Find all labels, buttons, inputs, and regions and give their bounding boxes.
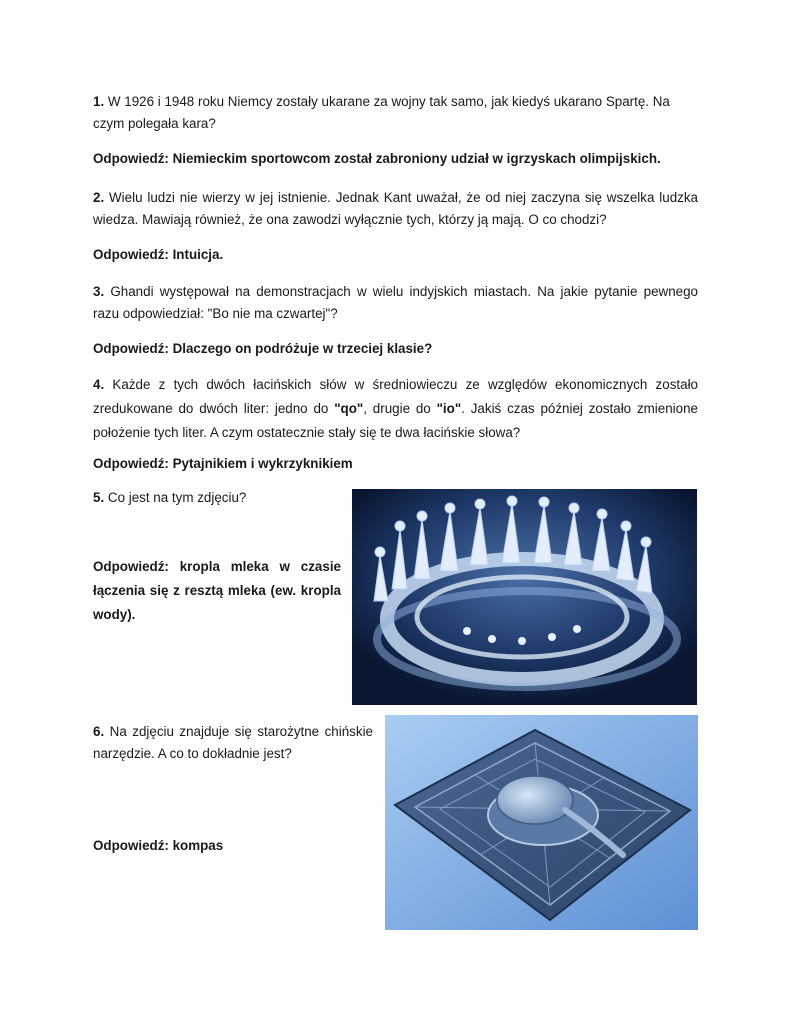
question-number: 4. — [93, 377, 105, 392]
question-text-bold: "qo" — [334, 401, 364, 416]
chinese-spoon-compass-photo — [385, 715, 698, 930]
question-number: 1. — [93, 94, 105, 109]
question-1 — [93, 91, 698, 135]
question-text: Na zdjęciu znajduje się starożytne chińskie narzędzie. A co to dokładnie jest? — [93, 724, 373, 761]
question-6 — [93, 721, 373, 765]
answer-2: Odpowiedź: Intuicja. — [93, 247, 224, 262]
question-3 — [93, 281, 698, 325]
question-5 — [93, 487, 343, 509]
answer-1: Odpowiedź: Niemieckim sportowcom został zabroniony udział w igrzyskach olimpijskich. — [93, 151, 661, 166]
question-number: 5. — [93, 490, 105, 505]
answer-5: Odpowiedź: kropla mleka w czasie łączenia się z resztą mleka (ew. kropla wody). — [93, 559, 341, 622]
question-number: 3. — [93, 284, 105, 299]
question-text-bold: "io" — [436, 401, 462, 416]
question-text: Każde z tych dwóch łacińskich słów w średniowieczu ze względów ekonomicznych zostało zredukowane do dwóch liter: jedno do — [93, 377, 698, 416]
question-text: , drugie do — [363, 401, 437, 416]
question-text: Wielu ludzi nie wierzy w jej istnienie. Jednak Kant uważał, że od niej zaczyna się wszelka ludzka wiedza. Mawiają również, że ona zawodzi wyłącznie tych, którzy ją mają. O co chodzi? — [93, 190, 698, 227]
question-text: Co jest na tym zdjęciu? — [107, 490, 247, 505]
milk-drop-crown-photo — [352, 489, 697, 705]
question-text: W 1926 i 1948 roku Niemcy zostały ukarane za wojny tak samo, jak kiedyś ukarano Spartę. Na czym polegała kara? — [93, 94, 670, 131]
question-number: 2. — [93, 190, 105, 205]
question-4 — [93, 373, 698, 445]
question-text: Ghandi występował na demonstracjach w wielu indyjskich miastach. Na jakie pytanie pewnego razu odpowiedział: "Bo nie ma czwartej"? — [93, 284, 698, 321]
question-number: 6. — [93, 724, 105, 739]
answer-6: Odpowiedź: kompas — [93, 838, 224, 853]
answer-3: Odpowiedź: Dlaczego on podróżuje w trzeciej klasie? — [93, 341, 433, 356]
answer-4: Odpowiedź: Pytajnikiem i wykrzyknikiem — [93, 456, 353, 471]
question-2 — [93, 187, 698, 231]
question-text: . Jakiś czas później zostało zmienione położenie tych liter. A czym ostatecznie stały się te dwa łacińskie słowa? — [93, 401, 698, 440]
